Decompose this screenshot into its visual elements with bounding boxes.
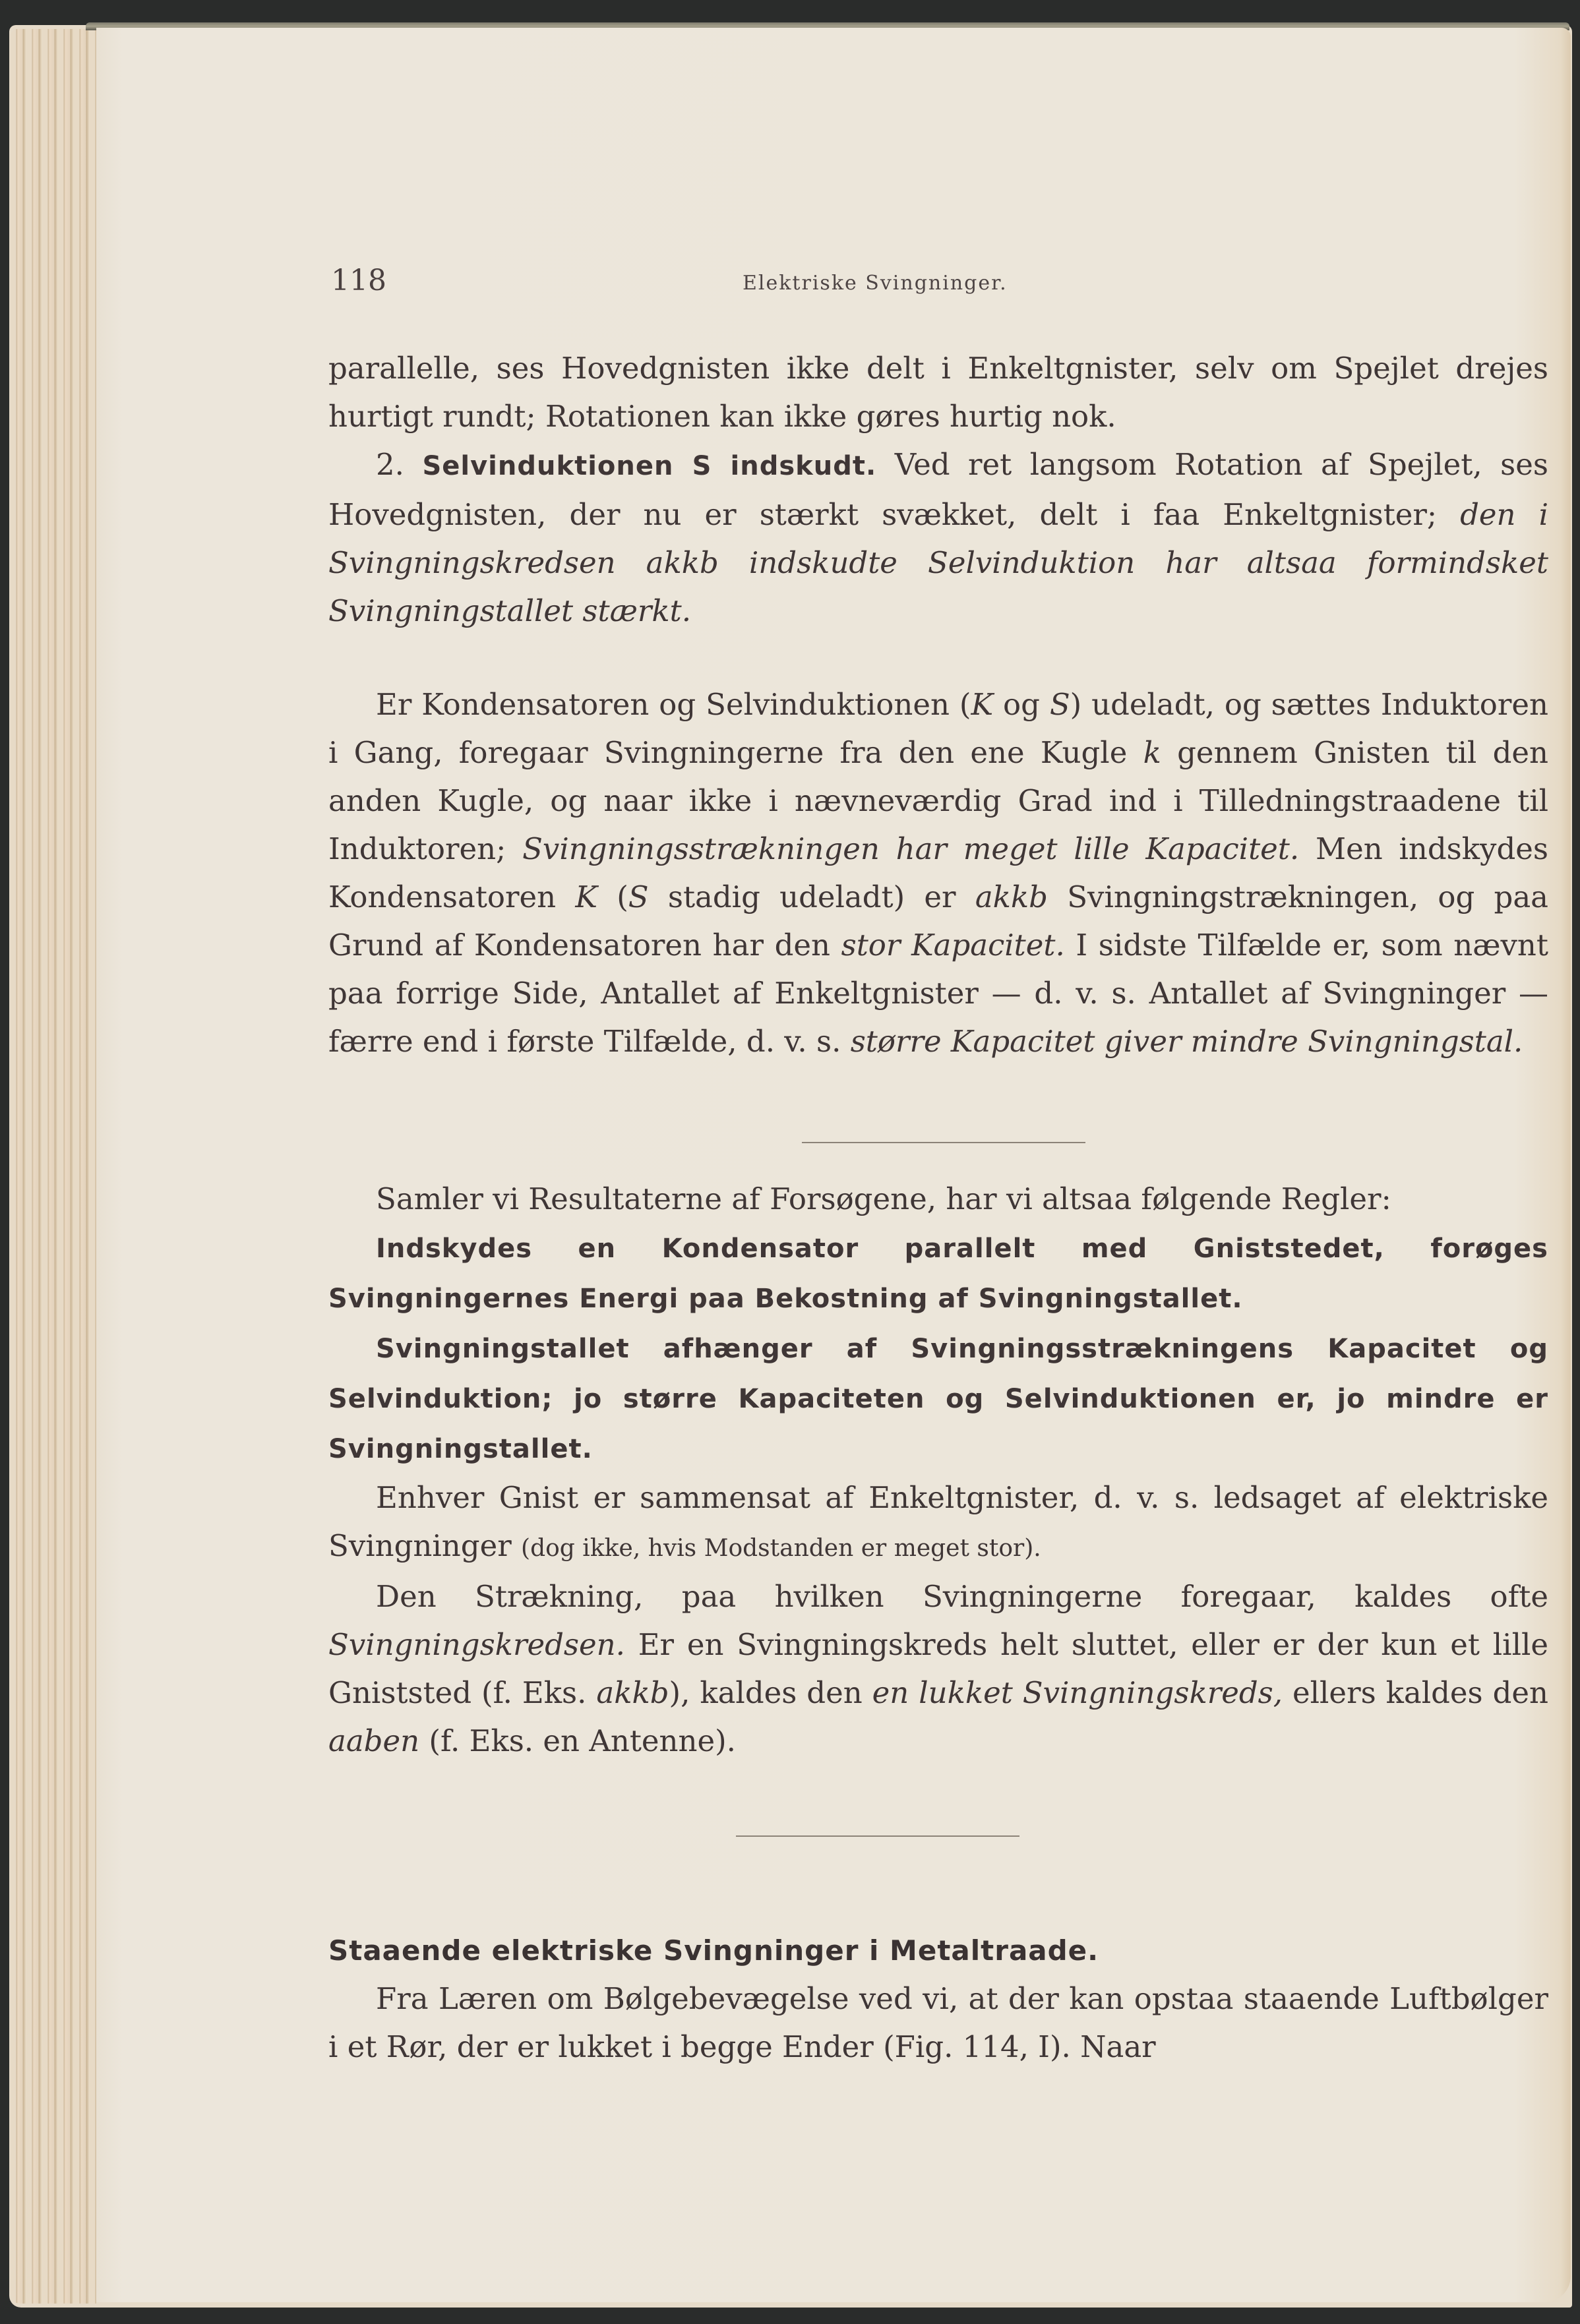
rule-1 (328, 1223, 1548, 1323)
middle-text-block (328, 680, 1548, 1065)
rule-2 (328, 1323, 1548, 1474)
italic-run: den i Svingningskredsen akkb indskudte Selvinduktion har altsaa formindsket Svingningstallet stærkt. (328, 497, 1548, 628)
text-run: Er en Svingningskreds helt sluttet, eller er der kun et lille Gniststed (f. Eks. (328, 1627, 1548, 1710)
text-run: Svingningstrækningen, og paa Grund af Kondensatoren har den (328, 879, 1548, 963)
text-run: stadig udeladt) er (648, 879, 975, 914)
paragraph-gnist (328, 1474, 1548, 1572)
text-run: Den Strækning, paa hvilken Svingningerne foregaar, kaldes ofte (376, 1579, 1548, 1614)
italic-run: aaben (328, 1723, 420, 1758)
paragraph-selvinduktion (328, 440, 1548, 635)
text-run: Ved ret langsom Rotation af Spejlet, ses Hovedgnisten, der nu er stærkt svækket, delt i faa Enkeltgnister; (328, 447, 1549, 532)
italic-run: større Kapacitet giver mindre Svingningstal. (850, 1024, 1523, 1059)
paragraph-svingningskreds (328, 1572, 1548, 1765)
text-run: I sidste Tilfælde er, som nævnt paa forrige Side, Antallet af Enkeltgnister — d. v. s. Antallet af Svingninger — færre end i første Tilfælde, d. v. s. (328, 928, 1548, 1059)
text-run: Er Kondensatoren og Selvinduktionen ( (376, 687, 971, 722)
running-head (96, 264, 1571, 303)
separator-rule (736, 1835, 1019, 1837)
book-page (96, 28, 1571, 2302)
text-run: ( (597, 879, 628, 914)
paragraph-staaende: Fra Læren om Bølgebevægelse ved vi, at der kan opstaa staaende Luftbølger i et Rør, der er lukket i begge Ender (Fig. 114, I). Naar (328, 1981, 1548, 2064)
text-run: gennem Gnisten til den anden Kugle, og naar ikke i nævneværdig Grad ind i Tilledningstraadene til Induktoren; (328, 735, 1548, 866)
bold-rule-text: Svingningstallet afhænger af Svingningsstrækningens Kapacitet og Selvinduktion; jo større Kapaciteten og Selvinduktionen er, jo mindre er Svingningstallet. (328, 1334, 1548, 1464)
small-text-run: (dog ikke, hvis Modstanden er meget stor). (521, 1535, 1041, 1562)
text-run: ellers kaldes den (1283, 1675, 1548, 1710)
italic-run: akkb (596, 1675, 669, 1710)
page-number: 118 (331, 264, 386, 297)
paragraph-kondensator (328, 680, 1548, 1065)
italic-run: Svingningsstrækningen har meget lille Kapacitet. (522, 831, 1300, 866)
separator-rule (802, 1142, 1085, 1143)
separator-rule-2-wrap (96, 1835, 1571, 1837)
bold-lead: Selvinduktionen S indskudt. (422, 451, 877, 481)
rules-text-block (328, 1175, 1548, 1765)
text-run: og (993, 687, 1050, 722)
italic-run: S (628, 879, 649, 914)
item-number: 2. (376, 447, 423, 482)
bold-rule-text: Indskydes en Kondensator parallelt med Gniststedet, forøges Svingningernes Energi paa Bekostning af Svingningstallet. (328, 1234, 1548, 1314)
separator-rule-1-wrap (96, 1142, 1571, 1143)
text-run: ), kaldes den (669, 1675, 872, 1710)
italic-run: k (1143, 735, 1161, 770)
text-run: Enhver Gnist er sammensat af Enkeltgnister, d. v. s. ledsaget af elektriske Svingninger (328, 1480, 1548, 1563)
italic-run: stor Kapacitet. (841, 928, 1065, 963)
section-heading: Staaende elektriske Svingninger i Metaltraade. (328, 1934, 1099, 1967)
text-run: parallelle, ses Hovedgnisten ikke delt i Enkeltgnister, selv om Spejlet drejes hurtigt rundt; Rotationen kan ikke gøres hurtig nok. (328, 351, 1548, 434)
text-run: ) udeladt, og sættes Induktoren i Gang, foregaar Svingningerne fra den ene Kugle (328, 687, 1548, 770)
italic-run: akkb (975, 879, 1048, 914)
paragraph-summary (328, 1175, 1548, 1223)
paragraph-continuation (328, 344, 1548, 440)
text-run: Men indskydes Kondensatoren (328, 831, 1548, 914)
italic-run: K (971, 687, 994, 722)
text-run: (f. Eks. en Antenne). (419, 1723, 736, 1758)
italic-run: Svingningskredsen. (328, 1627, 625, 1662)
section-block (328, 1926, 1548, 2071)
page-edges (11, 29, 96, 2304)
italic-run: en lukket Svingningskreds, (872, 1675, 1283, 1710)
italic-run: S (1049, 687, 1070, 722)
italic-run: K (575, 879, 597, 914)
text-run: Samler vi Resultaterne af Forsøgene, har vi altsaa følgende Regler: (376, 1181, 1391, 1216)
running-title: Elektriske Svingninger. (743, 272, 1008, 295)
top-text-block (328, 344, 1548, 635)
